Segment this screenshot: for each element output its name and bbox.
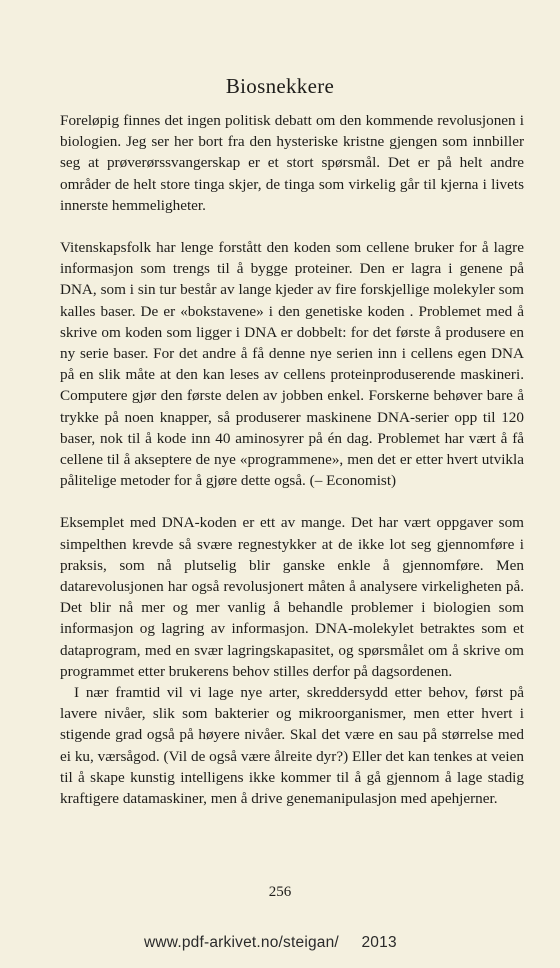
- paragraph-4: I nær framtid vil vi lage nye arter, skreddersydd etter behov, først på lavere nivåer, slik som bakterier og mikroorganismer, men etter hvert i stigende grad også på høyere nivåer. Skal det være en sau på størrelse med ei ku, værsågod. (Vil de også være ålreite dyr?) Eller det kan tenkes at veien til å skape kunstig intelligens ikke kommer til å gå gjennom å lage stadig kraftigere datamaskiner, men å drive genemanipulasjon med apehjerner.: [60, 684, 524, 808]
- body-text: [60, 110, 524, 809]
- paragraph-2: Vitenskapsfolk har lenge forstått den koden som cellene bruker for å lagre informasjon som trengs til å bygge proteiner. Den er lagra i genene på DNA, som i sin tur består av lange kjeder av fire forskjellige molekyler som kalles baser. De er «bokstavene» i den genetiske koden . Problemet med å skrive om koden som ligger i DNA er dobbelt: for det første å produsere en ny serie baser. For det andre å få denne nye serien inn i cellens egen DNA på en slik måte at den kan leses av cellens proteinproduserende maskineri. Computere gjør den første delen av jobben enkel. Forskerne behøver bare å trykke på noen knapper, så produserer maskinene DNA-serier opp til 120 baser, nok til å kode inn 40 aminosyrer på én dag. Problemet har vært å få cellene til å akseptere de nye «programmene», men det er etter hvert utvikla pålitelige metoder for å gjøre dette også. (– Economist): [60, 239, 524, 490]
- chapter-title: Biosnekkere: [225, 74, 335, 98]
- footer-url: www.pdf-arkivet.no/steigan/: [144, 934, 339, 951]
- footer-year: 2013: [361, 934, 397, 951]
- paragraph-3: Eksemplet med DNA-koden er ett av mange. Det har vært oppgaver som simpelthen krevde så svære regnestykker at de ikke lot seg gjennomføre i praksis, som nå plutselig blir ganske enkle å gjennomføre. Men datarevolusjonen har også revolusjonert måten å analysere virkeligheten på. Det blir nå mer og mer vanlig å behandle problemer i biologien som informasjon og lagring av informasjon. DNA-molekylet betraktes som et dataprogram, med en svær lagringskapasitet, og spørsmålet om å skrive om programmet etter brukerens behov stilles derfor på dagsordenen.: [60, 514, 524, 680]
- footer-source: [144, 934, 397, 952]
- page-number: 256: [268, 884, 292, 900]
- paragraph-1: Foreløpig finnes det ingen politisk debatt om den kommende revolusjonen i biologien. Jeg ser her bort fra den hysteriske kristne gjengen som innbiller seg at prøverørssvangerskap er et stort spørsmål. Det er på helt andre områder de helt store tinga skjer, de tinga som virkelig går til kjerna i livets innerste hemmeligheter.: [60, 112, 524, 214]
